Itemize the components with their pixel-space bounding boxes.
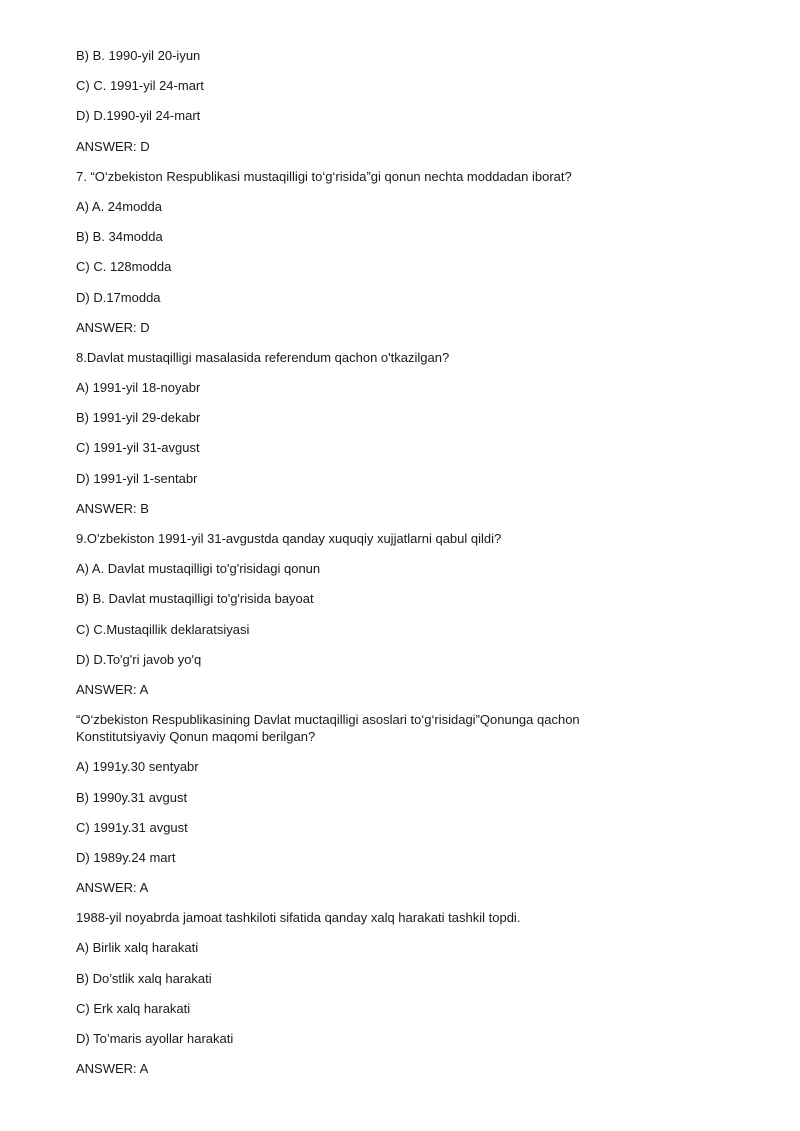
- option-line: A) A. 24modda: [76, 198, 162, 214]
- option-line: D) D.17modda: [76, 289, 161, 305]
- option-line: C) Erk xalq harakati: [76, 1000, 191, 1016]
- option-line: C) 1991-yil 31-avgust: [76, 440, 200, 456]
- option-line: D) 1989y.24 mart: [76, 849, 176, 865]
- option-line: A) Birlik xalq harakati: [76, 940, 199, 956]
- option-line: C) C. 1991-yil 24-mart: [76, 78, 204, 94]
- option-line: B) Do’stlik xalq harakati: [76, 970, 212, 986]
- answer-line: ANSWER: D: [76, 319, 150, 335]
- option-line: B) 1990y.31 avgust: [76, 789, 188, 805]
- question-line: 8.Davlat mustaqilligi masalasida referendum qachon o'tkazilgan?: [76, 349, 450, 365]
- option-line: D) To’maris ayollar harakati: [76, 1031, 234, 1046]
- option-line: C) C. 128modda: [76, 259, 172, 275]
- option-line: C) C.Mustaqillik deklaratsiyasi: [76, 621, 250, 637]
- answer-line: ANSWER: D: [76, 138, 150, 154]
- option-line: A) 1991y.30 sentyabr: [76, 759, 199, 775]
- answer-line: ANSWER: A: [76, 880, 149, 896]
- option-line: A) 1991-yil 18-noyabr: [76, 380, 201, 396]
- option-line: D) D.1990-yil 24-mart: [76, 108, 201, 124]
- option-line: B) B. 34modda: [76, 229, 163, 245]
- option-line: B) 1991-yil 29-dekabr: [76, 410, 201, 426]
- option-line: B) B. 1990-yil 20-iyun: [76, 48, 201, 63]
- question-line: “O‘zbekiston Respublikasining Davlat muctaqilligi asoslari to‘g‘risidagi”Qonunga qachon Konstitutsiyaviy Qonun maqomi berilgan?: [76, 712, 580, 745]
- option-line: C) 1991y.31 avgust: [76, 819, 188, 835]
- option-line: A) A. Davlat mustaqilligi to'g'risidagi qonun: [76, 561, 321, 577]
- option-line: D) D.To'g'ri javob yo'q: [76, 651, 202, 667]
- option-line: B) B. Davlat mustaqilligi to'g'risida bayoat: [76, 591, 314, 607]
- answer-line: ANSWER: B: [76, 500, 149, 516]
- question-line: 9.O'zbekiston 1991-yil 31-avgustda qanday xuquqiy xujjatlarni qabul qildi?: [76, 531, 502, 546]
- answer-line: ANSWER: A: [76, 1061, 149, 1077]
- option-line: D) 1991-yil 1-sentabr: [76, 470, 198, 486]
- question-line: 1988-yil noyabrda jamoat tashkiloti sifatida qanday xalq harakati tashkil topdi.: [76, 910, 521, 926]
- question-line: 7. “O‘zbekiston Respublikasi mustaqilligi to‘g‘risida”gi qonun nechta moddadan iborat?: [76, 168, 572, 184]
- answer-line: ANSWER: A: [76, 681, 149, 697]
